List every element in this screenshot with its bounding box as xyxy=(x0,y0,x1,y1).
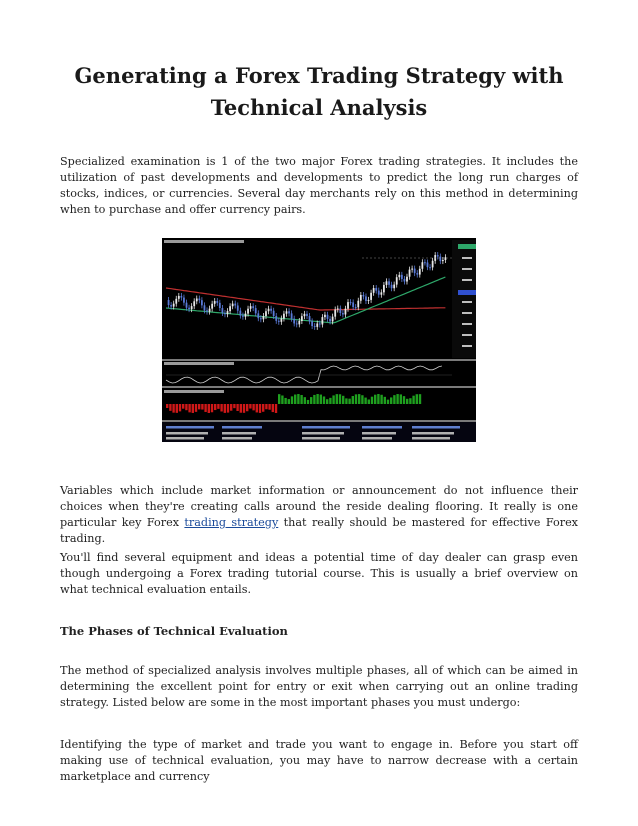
candle-body xyxy=(360,295,362,301)
trading-strategy-link[interactable]: trading strategy xyxy=(184,516,279,529)
candle-body xyxy=(324,315,326,317)
histogram-bar-down xyxy=(246,404,248,411)
histogram-bar-down xyxy=(265,404,267,409)
candle-body xyxy=(219,303,221,308)
phases-paragraph: The method of specialized analysis involves multiple phases, all of which can be aimed in determining the excellent point for entry or exit when carrying out an online trading strategy. Listed below are some in the most important phases you must undergo: xyxy=(60,664,578,709)
histogram-bar-down xyxy=(236,404,238,411)
candle-body xyxy=(252,306,254,308)
histogram-bar-down xyxy=(188,404,190,412)
candle-body xyxy=(311,321,313,326)
histogram-bar-up xyxy=(313,395,315,404)
price-tick xyxy=(462,257,472,259)
candle-body xyxy=(234,304,236,306)
candle-body xyxy=(186,303,188,308)
info-text-line xyxy=(302,432,344,435)
histogram-bar-up xyxy=(358,394,360,404)
candle-body xyxy=(401,275,403,279)
candle-body xyxy=(306,314,308,316)
histogram-bar-down xyxy=(166,404,168,408)
histogram-bar-up xyxy=(281,395,283,404)
histogram-bar-down xyxy=(249,404,251,409)
candle-body xyxy=(198,299,200,301)
candle-body xyxy=(280,319,282,322)
candle-body xyxy=(275,316,277,321)
candle-body xyxy=(357,301,359,308)
price-tick xyxy=(462,345,472,347)
candle-body xyxy=(327,315,329,319)
histogram-bar-up xyxy=(416,394,418,404)
price-tick xyxy=(462,334,472,336)
candle-body xyxy=(437,255,439,256)
candle-body xyxy=(396,277,398,284)
candle-body xyxy=(411,269,413,270)
histogram-bar-down xyxy=(220,404,222,411)
info-text-line xyxy=(302,426,350,429)
candle-body xyxy=(296,323,298,324)
histogram-bar-down xyxy=(214,404,216,410)
histogram-bar-up xyxy=(390,397,392,404)
candle-body xyxy=(424,262,426,263)
info-text-line xyxy=(166,437,204,440)
candle-body xyxy=(370,293,372,300)
candle-body xyxy=(206,310,208,311)
histogram-bar-down xyxy=(259,404,261,413)
document-title: Generating a Forex Trading Strategy with Technical Analysis xyxy=(74,63,564,120)
histogram-bar-up xyxy=(400,394,402,404)
histogram-bar-up xyxy=(412,396,414,404)
candle-body xyxy=(286,311,288,313)
candle-body xyxy=(173,304,175,307)
candle-body xyxy=(204,305,206,310)
candle-body xyxy=(229,306,231,311)
candle-body xyxy=(352,302,354,307)
candle-body xyxy=(283,314,285,319)
histogram-bar-up xyxy=(384,397,386,404)
candle-body xyxy=(201,300,203,305)
candle-body xyxy=(427,262,429,267)
candle-body xyxy=(209,309,211,312)
candle-body xyxy=(332,317,334,322)
candle-body xyxy=(260,318,262,319)
candle-body xyxy=(293,319,295,324)
histogram-bar-up xyxy=(409,398,411,404)
candle-body xyxy=(386,281,388,285)
histogram-bar-up xyxy=(284,398,286,404)
candle-body xyxy=(175,299,177,304)
candle-body xyxy=(393,285,395,289)
histogram-bar-up xyxy=(320,395,322,404)
info-text-line xyxy=(412,426,460,429)
histogram-bar-down xyxy=(204,404,206,412)
histogram-bar-down xyxy=(233,404,235,408)
histogram-bar-up xyxy=(342,396,344,404)
candle-body xyxy=(170,305,172,307)
histogram-bar-up xyxy=(371,397,373,404)
histogram-bar-down xyxy=(275,404,277,413)
info-text-line xyxy=(412,432,454,435)
candle-body xyxy=(350,302,352,303)
histogram-bar-up xyxy=(304,397,306,404)
paragraph-text-end: that really should be mastered for effective Forex trading. xyxy=(60,516,578,545)
histogram-bar-up xyxy=(323,396,325,404)
candle-body xyxy=(421,262,423,269)
histogram-bar-up xyxy=(364,398,366,404)
info-text-line xyxy=(302,437,340,440)
price-tick xyxy=(462,279,472,281)
histogram-bar-up xyxy=(374,395,376,404)
candle-body xyxy=(250,306,252,309)
info-text-line xyxy=(362,432,396,435)
info-text-line xyxy=(362,426,402,429)
candle-body xyxy=(329,319,331,322)
info-text-line xyxy=(362,437,392,440)
candle-body xyxy=(388,281,390,284)
histogram-bar-up xyxy=(316,394,318,404)
candle-body xyxy=(339,308,341,313)
candle-body xyxy=(180,296,182,298)
candle-body xyxy=(257,313,259,318)
candle-body xyxy=(255,308,257,313)
candle-body xyxy=(319,323,321,324)
histogram-bar-down xyxy=(217,404,219,409)
histogram-bar-up xyxy=(393,395,395,404)
candle-body xyxy=(368,300,370,301)
candle-body xyxy=(237,305,239,310)
candle-body xyxy=(334,310,336,317)
histogram-bar-up xyxy=(310,397,312,404)
histogram-bar-up xyxy=(294,395,296,404)
histogram-bar-down xyxy=(176,404,178,413)
candle-body xyxy=(222,308,224,313)
candle-body xyxy=(224,313,226,314)
candle-body xyxy=(355,307,357,308)
candle-body xyxy=(347,302,349,309)
histogram-bar-up xyxy=(300,395,302,404)
price-marker-green xyxy=(458,244,476,249)
info-text-line xyxy=(222,426,262,429)
candle-body xyxy=(378,291,380,295)
candle-body xyxy=(432,261,434,268)
candle-body xyxy=(342,313,344,314)
candle-body xyxy=(345,309,347,315)
candle-body xyxy=(406,277,408,282)
histogram-bar-down xyxy=(243,404,245,413)
histogram-bar-down xyxy=(201,404,203,410)
histogram-bar-up xyxy=(332,395,334,404)
candle-body xyxy=(314,326,316,327)
price-tick xyxy=(462,268,472,270)
candle-body xyxy=(178,296,180,299)
histogram-bar-up xyxy=(419,394,421,404)
candle-body xyxy=(214,301,216,304)
histogram-bar-down xyxy=(252,404,254,410)
candle-body xyxy=(304,314,306,316)
info-text-line xyxy=(166,426,214,429)
chart-header-text xyxy=(164,240,244,243)
histogram-bar-down xyxy=(256,404,258,412)
histogram-bar-down xyxy=(268,404,270,410)
candle-body xyxy=(380,292,382,294)
candle-body xyxy=(439,257,441,262)
histogram-header-text xyxy=(164,390,224,393)
candle-body xyxy=(409,270,411,277)
candle-body xyxy=(227,311,229,314)
histogram-bar-down xyxy=(230,404,232,411)
price-tick xyxy=(462,323,472,325)
price-marker-blue xyxy=(458,290,476,295)
candle-body xyxy=(398,275,400,277)
histogram-bar-down xyxy=(185,404,187,410)
histogram-bar-up xyxy=(348,399,350,404)
forex-chart-image xyxy=(162,238,476,442)
candle-body xyxy=(273,311,275,316)
histogram-bar-down xyxy=(240,404,242,413)
histogram-bar-up xyxy=(352,396,354,404)
candle-body xyxy=(211,304,213,309)
price-tick xyxy=(462,312,472,314)
candle-body xyxy=(416,273,418,274)
histogram-bar-up xyxy=(361,395,363,404)
candle-body xyxy=(445,257,447,260)
candle-body xyxy=(414,269,416,274)
tools-paragraph: You'll find several equipment and ideas a potential time of day dealer can grasp even though undergoing a Forex trading tutorial course. This is usually a brief overview on what technical evaluation entails. xyxy=(60,551,578,596)
panel-separator xyxy=(162,420,476,422)
histogram-bar-down xyxy=(211,404,213,412)
histogram-bar-up xyxy=(380,395,382,404)
histogram-bar-up xyxy=(288,399,290,404)
candle-body xyxy=(373,288,375,293)
market-factors-paragraph xyxy=(60,483,578,547)
market-type-paragraph: Identifying the type of market and trade you want to engage in. Before you start off making use of technical evaluation, you may have to narrow decrease with a certain marketplace and currency xyxy=(60,738,578,783)
histogram-bar-up xyxy=(329,398,331,404)
histogram-bar-down xyxy=(172,404,174,413)
histogram-bar-down xyxy=(179,404,181,411)
histogram-bar-down xyxy=(227,404,229,413)
candle-body xyxy=(383,285,385,292)
histogram-bar-down xyxy=(272,404,274,412)
candle-body xyxy=(365,296,367,301)
candle-body xyxy=(196,299,198,302)
histogram-bar-up xyxy=(339,394,341,404)
histogram-bar-up xyxy=(345,398,347,404)
histogram-bar-up xyxy=(291,396,293,404)
candle-body xyxy=(363,295,365,296)
paragraph-text: Variables which include market information or announcement do not influence their choices when they're creating calls around the reside dealing flooring. It really is one particular key Forex xyxy=(60,484,578,529)
candle-body xyxy=(265,311,267,316)
candle-body xyxy=(263,316,265,319)
candle-body xyxy=(247,309,249,314)
histogram-bar-down xyxy=(195,404,197,412)
info-text-line xyxy=(166,432,208,435)
candle-body xyxy=(391,285,393,288)
section-heading: The Phases of Technical Evaluation xyxy=(60,624,288,638)
oscillator-header-text xyxy=(164,362,234,365)
histogram-bar-up xyxy=(377,394,379,404)
candle-body xyxy=(268,309,270,311)
panel-separator xyxy=(162,359,476,361)
candle-body xyxy=(242,316,244,317)
candle-body xyxy=(301,316,303,321)
forex-chart-graphic xyxy=(162,238,476,442)
histogram-bar-up xyxy=(336,394,338,404)
histogram-bar-down xyxy=(262,404,264,412)
candle-body xyxy=(442,260,444,261)
histogram-bar-up xyxy=(326,399,328,404)
histogram-bar-down xyxy=(198,404,200,409)
candle-body xyxy=(419,269,421,275)
candle-body xyxy=(245,314,247,317)
histogram-bar-down xyxy=(182,404,184,409)
intro-paragraph: Specialized examination is 1 of the two major Forex trading strategies. It includes the utilization of past developments and developments to predict the long run charges of stocks, indices, or currencies. Several day merchants rely on this method in determining when to purchase and offer currency pairs. xyxy=(60,155,578,216)
candle-body xyxy=(183,298,185,303)
candle-body xyxy=(270,309,272,311)
histogram-bar-up xyxy=(307,400,309,404)
candle-body xyxy=(216,301,218,303)
info-text-line xyxy=(222,432,256,435)
histogram-bar-up xyxy=(355,394,357,404)
histogram-bar-down xyxy=(208,404,210,413)
histogram-bar-up xyxy=(368,399,370,404)
candle-body xyxy=(429,267,431,268)
candle-body xyxy=(298,321,300,324)
histogram-bar-down xyxy=(224,404,226,413)
candle-body xyxy=(288,311,290,313)
histogram-bar-up xyxy=(387,400,389,404)
candle-body xyxy=(278,321,280,322)
candle-body xyxy=(232,304,234,307)
candle-body xyxy=(188,308,190,309)
candle-body xyxy=(291,313,293,318)
candle-body xyxy=(168,300,170,305)
panel-separator xyxy=(162,386,476,388)
candle-body xyxy=(375,288,377,291)
candle-body xyxy=(239,311,241,316)
histogram-bar-up xyxy=(297,394,299,404)
histogram-bar-down xyxy=(169,404,171,411)
price-tick xyxy=(462,301,472,303)
info-text-line xyxy=(222,437,252,440)
histogram-bar-up xyxy=(396,394,398,404)
histogram-bar-up xyxy=(403,396,405,404)
candle-body xyxy=(193,301,195,306)
candle-body xyxy=(404,279,406,282)
histogram-bar-down xyxy=(192,404,194,413)
candle-body xyxy=(191,306,193,309)
candle-body xyxy=(309,316,311,321)
candle-body xyxy=(316,323,318,326)
histogram-bar-up xyxy=(406,399,408,404)
info-text-line xyxy=(412,437,450,440)
candle-body xyxy=(321,317,323,324)
candle-body xyxy=(337,308,339,309)
histogram-bar-up xyxy=(278,394,280,404)
